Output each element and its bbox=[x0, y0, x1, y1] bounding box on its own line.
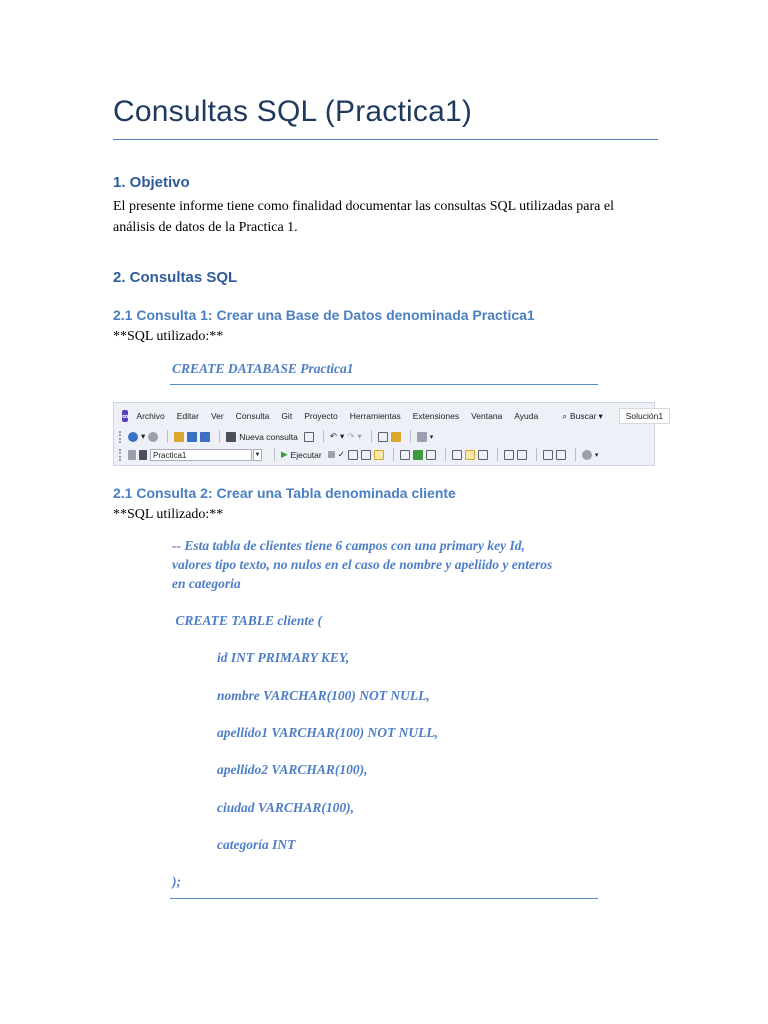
title-divider bbox=[113, 139, 658, 140]
chevron-down-icon[interactable]: ▾ bbox=[594, 451, 599, 459]
chevron-down-icon[interactable]: ▾ bbox=[357, 431, 362, 441]
query1-sql-label: **SQL utilizado:** bbox=[113, 329, 224, 344]
layout-icon[interactable] bbox=[417, 432, 427, 442]
database-selector[interactable]: Practica1 bbox=[150, 449, 252, 461]
chevron-down-icon: ▾ bbox=[598, 410, 603, 421]
results-to-file-icon[interactable] bbox=[478, 450, 488, 460]
query1-code: CREATE DATABASE Practica1 bbox=[172, 361, 354, 376]
client-stats-icon[interactable] bbox=[426, 450, 436, 460]
section-text-objetivo: El presente informe tiene como finalidad documentar las consultas SQL utilizadas para el análisis de datos de la Practica 1. bbox=[113, 199, 614, 235]
page-title: Consultas SQL (Practica1) bbox=[113, 95, 473, 128]
query-design-icon[interactable] bbox=[361, 450, 371, 460]
query2-field: nombre VARCHAR(100) NOT NULL, bbox=[217, 688, 430, 703]
indent-icon[interactable] bbox=[556, 450, 566, 460]
query2-field: apellido1 VARCHAR(100) NOT NULL, bbox=[217, 725, 438, 740]
menu-editar[interactable]: Editar bbox=[176, 411, 199, 421]
chevron-down-icon[interactable]: ▾ bbox=[141, 431, 146, 441]
menu-bar bbox=[114, 406, 664, 426]
ssms-toolbar-screenshot bbox=[113, 402, 664, 466]
chevron-down-icon[interactable]: ▼ bbox=[253, 449, 262, 461]
visual-studio-logo-icon: ∞ bbox=[122, 411, 129, 421]
play-icon: ▶ bbox=[281, 449, 288, 459]
toolbar-grip[interactable] bbox=[119, 449, 123, 461]
chevron-down-icon[interactable]: ▾ bbox=[340, 431, 345, 441]
intellisense-icon[interactable] bbox=[400, 450, 410, 460]
new-query-button[interactable]: Nueva consulta bbox=[239, 431, 298, 442]
search-icon: ⌕ bbox=[562, 410, 567, 421]
results-icon[interactable] bbox=[374, 450, 384, 460]
query2-close: ); bbox=[172, 874, 181, 889]
solution-explorer-icon[interactable] bbox=[391, 432, 401, 442]
section-heading-objetivo: 1. Objetivo bbox=[113, 174, 190, 191]
uncomment-icon[interactable] bbox=[517, 450, 527, 460]
query2-comment-line: en categoria bbox=[172, 576, 241, 591]
include-plan-icon[interactable] bbox=[413, 450, 423, 460]
menu-ayuda[interactable]: Ayuda bbox=[514, 411, 539, 421]
menu-consulta[interactable]: Consulta bbox=[235, 411, 270, 421]
redo-icon[interactable]: ↷ bbox=[347, 431, 355, 441]
debug-icon[interactable] bbox=[378, 432, 388, 442]
search-label: Buscar bbox=[570, 411, 597, 421]
menu-proyecto[interactable]: Proyecto bbox=[304, 411, 338, 421]
query2-heading: 2.1 Consulta 2: Crear una Tabla denominada cliente bbox=[113, 485, 456, 501]
open-folder-icon[interactable] bbox=[174, 432, 184, 442]
standard-toolbar bbox=[114, 427, 654, 446]
execute-button[interactable]: Ejecutar bbox=[290, 449, 322, 460]
display-plan-icon[interactable] bbox=[348, 450, 358, 460]
menu-ver[interactable]: Ver bbox=[210, 411, 224, 421]
query-options-icon[interactable] bbox=[304, 432, 314, 442]
query1-code-divider bbox=[170, 384, 598, 385]
query2-code-divider bbox=[170, 898, 598, 899]
menu-git[interactable]: Git bbox=[281, 411, 293, 421]
toolbar-grip[interactable] bbox=[119, 431, 123, 443]
search-button[interactable] bbox=[562, 411, 603, 422]
menu-archivo[interactable]: Archivo bbox=[136, 411, 165, 421]
query1-heading: 2.1 Consulta 1: Crear una Base de Datos denominada Practica1 bbox=[113, 307, 535, 323]
change-connection-icon[interactable] bbox=[139, 450, 147, 460]
menu-herramientas[interactable]: Herramientas bbox=[349, 411, 401, 421]
save-icon[interactable] bbox=[187, 432, 197, 442]
outdent-icon[interactable] bbox=[543, 450, 553, 460]
back-icon[interactable] bbox=[128, 432, 138, 442]
query2-field: id INT PRIMARY KEY, bbox=[217, 650, 350, 665]
comment-icon[interactable] bbox=[504, 450, 514, 460]
results-to-grid-icon[interactable] bbox=[465, 450, 475, 460]
query2-field: apellido2 VARCHAR(100), bbox=[217, 762, 368, 777]
query2-comment-line: valores tipo texto, no nulos en el caso de nombre y apeliido y enteros bbox=[172, 557, 553, 572]
chevron-down-icon[interactable]: ▾ bbox=[429, 433, 434, 441]
query2-create-statement: CREATE TABLE cliente ( bbox=[172, 613, 323, 628]
forward-icon[interactable] bbox=[148, 432, 158, 442]
menu-ventana[interactable]: Ventana bbox=[471, 411, 503, 421]
query2-comment-line: -- Esta tabla de clientes tiene 6 campos con una primary key Id, bbox=[172, 538, 525, 553]
new-query-icon[interactable] bbox=[226, 432, 236, 442]
undo-icon[interactable]: ↶ bbox=[329, 431, 337, 441]
query2-field: categoría INT bbox=[217, 837, 296, 852]
specify-values-icon[interactable] bbox=[582, 450, 592, 460]
connect-icon[interactable] bbox=[128, 450, 136, 460]
menu-extensiones[interactable]: Extensiones bbox=[412, 411, 460, 421]
stop-icon[interactable] bbox=[328, 451, 335, 458]
check-icon[interactable]: ✓ bbox=[337, 449, 345, 459]
solution-name: Solución1 bbox=[619, 408, 670, 424]
section-heading-consultas: 2. Consultas SQL bbox=[113, 269, 238, 286]
sql-editor-toolbar bbox=[114, 445, 654, 464]
results-to-text-icon[interactable] bbox=[452, 450, 462, 460]
query2-sql-label: **SQL utilizado:** bbox=[113, 507, 224, 522]
query2-field: ciudad VARCHAR(100), bbox=[217, 800, 355, 815]
save-all-icon[interactable] bbox=[200, 432, 210, 442]
